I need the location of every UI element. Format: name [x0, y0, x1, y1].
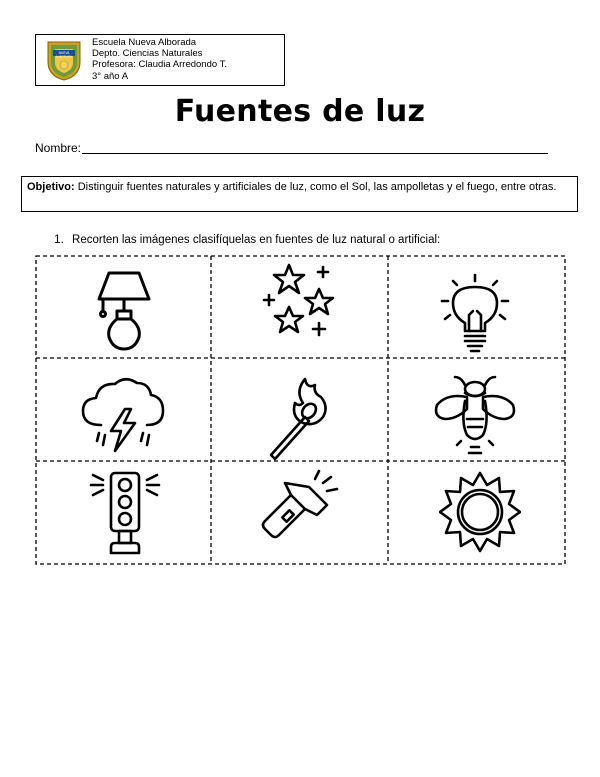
school-crest-icon: [42, 38, 86, 82]
firefly-icon: [431, 371, 519, 461]
school-name: Escuela Nueva Alborada: [92, 37, 197, 48]
school-info: [92, 37, 227, 82]
instruction-number: 1.: [54, 232, 65, 246]
school-header: [35, 34, 285, 86]
objective-text: Distinguir fuentes naturales y artificiales de luz, como el Sol, las ampolletas y el fuego, entre otras.: [74, 181, 557, 193]
cutout-grid: [35, 255, 566, 565]
department-name: Depto. Ciencias Naturales: [92, 48, 203, 60]
flashlight-icon: [257, 463, 347, 555]
name-label: Nombre:: [35, 141, 82, 155]
crest-text-2: ALBORADA: [55, 54, 73, 59]
name-field[interactable]: [82, 153, 548, 154]
instruction: [54, 232, 440, 246]
match-icon: [265, 373, 337, 461]
crest-text-1: NUEVA: [58, 51, 70, 55]
objective-box: [21, 176, 578, 212]
sun-icon: [439, 469, 521, 555]
traffic-light-icon: [85, 469, 165, 559]
instruction-text: Recorten las imágenes clasifíquelas en fuentes de luz natural o artificial:: [72, 234, 441, 246]
objective-label: Objetivo:: [27, 181, 75, 193]
page-title: Fuentes de luz: [174, 94, 426, 129]
grade-label: 3° año A: [92, 70, 129, 82]
light-bulb-icon: [439, 273, 511, 355]
stars-icon: [261, 261, 339, 345]
lamp-icon: [91, 269, 161, 351]
lightning-cloud-icon: [79, 373, 167, 459]
teacher-name: Profesora: Claudia Arredondo T.: [92, 59, 228, 71]
